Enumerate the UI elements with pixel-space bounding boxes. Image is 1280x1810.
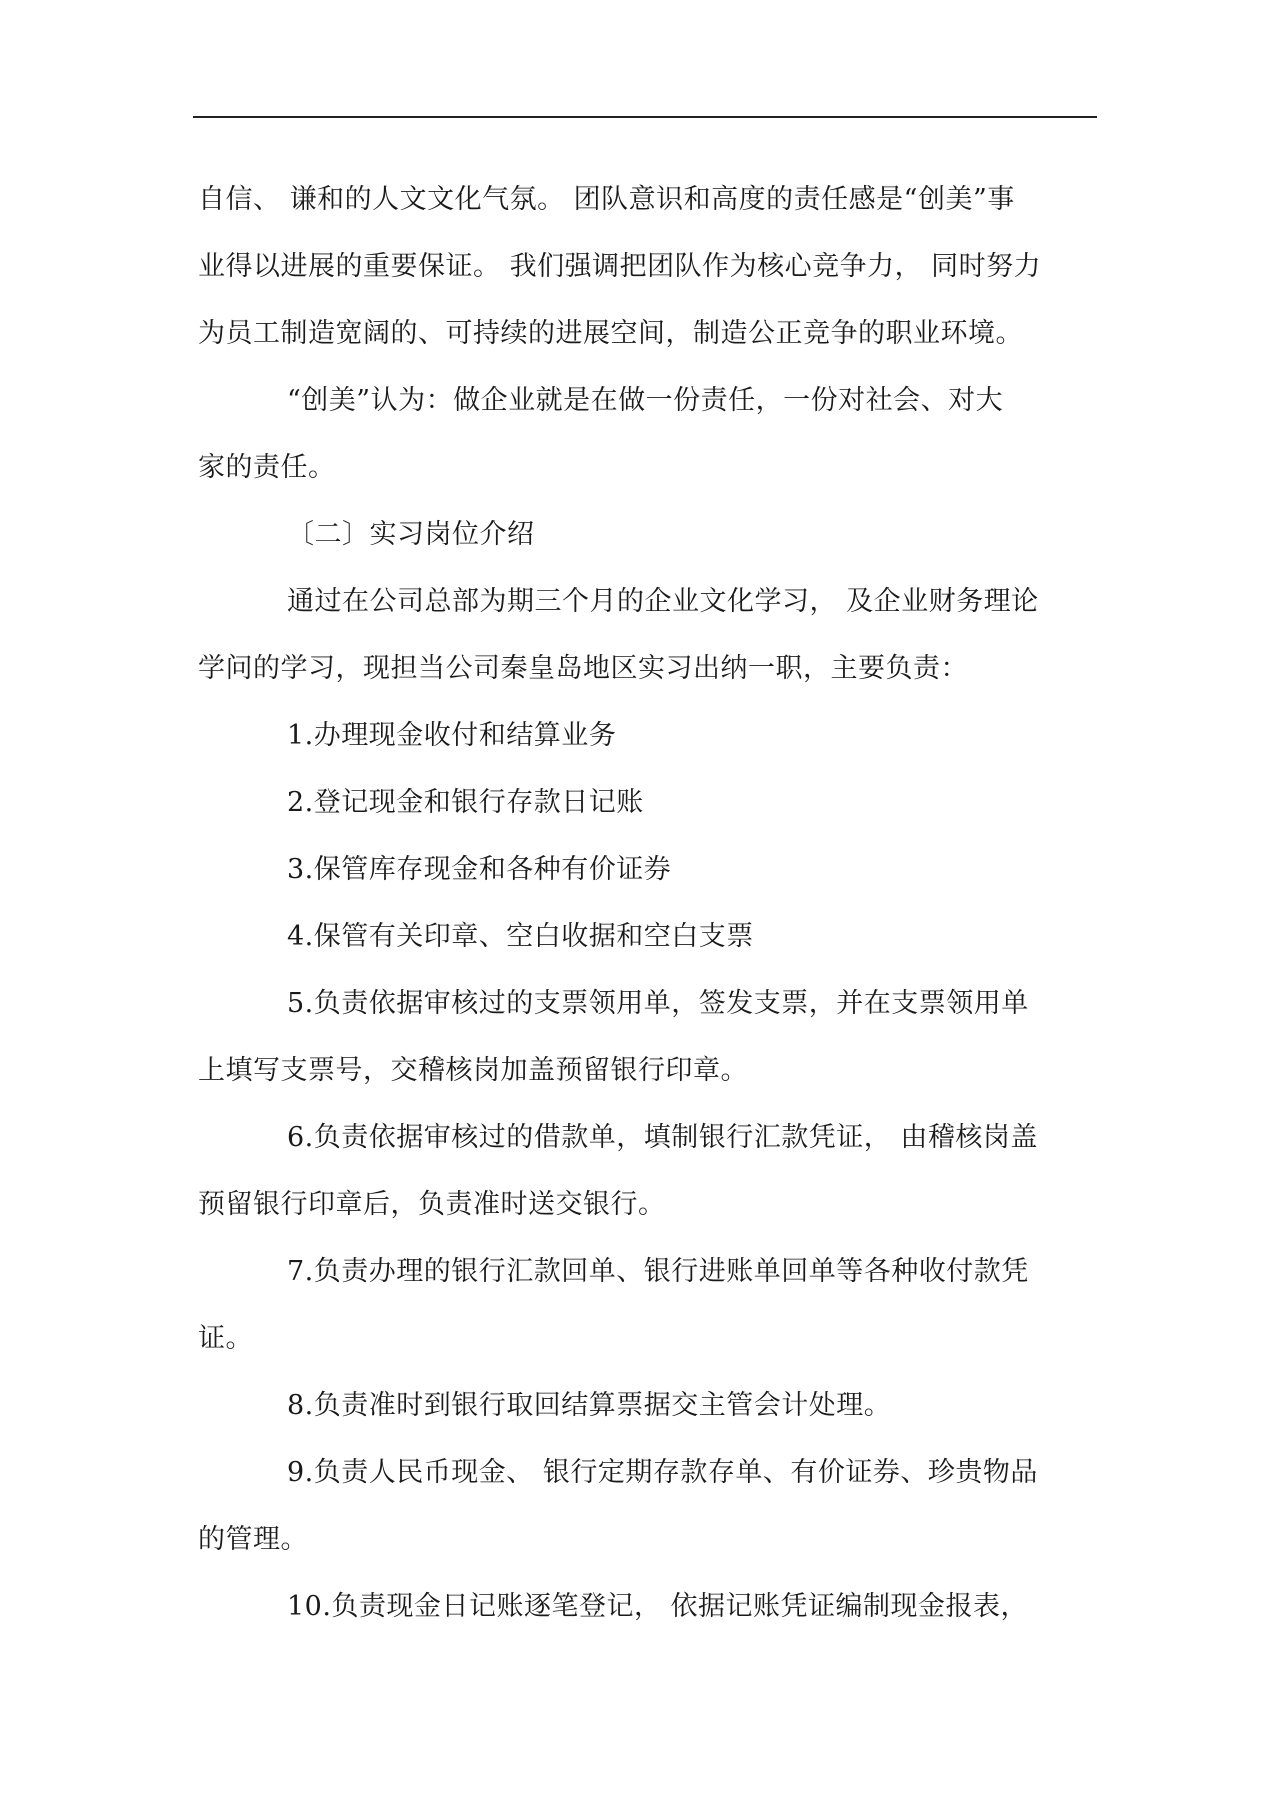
duty-line: 的管理。 [198,1524,308,1555]
duty-item-10 [198,1573,1092,1640]
text-line: 通过在公司总部为期三个月的企业文化学习， 及企业财务理论 [287,586,1039,617]
duty-line: 9.负责人民币现金、 银行定期存款存单、有价证券、珍贵物品 [287,1457,1038,1488]
text-line: 业得以进展的重要保证。 我们强调把团队作为核心竞争力， 同时努力 [198,251,1042,282]
duty-item-1 [198,702,1092,769]
duty-line: 预留银行印章后，负责准时送交银行。 [198,1189,666,1220]
duty-line: 上填写支票号，交稽核岗加盖预留银行印章。 [198,1055,748,1086]
paragraph-responsibility [198,367,1092,501]
header-rule [193,116,1097,118]
paragraph-culture [198,166,1092,367]
duty-item-9 [198,1439,1092,1573]
duty-item-3 [198,836,1092,903]
duty-line: 5.负责依据审核过的支票领用单，签发支票，并在支票领用单 [287,988,1029,1019]
duty-line: 3.保管库存现金和各种有价证券 [287,854,672,885]
document-body [198,166,1092,1640]
duty-line: 1.办理现金收付和结算业务 [287,720,617,751]
duty-line: 2.登记现金和银行存款日记账 [287,787,644,818]
section-heading [198,501,1092,568]
duty-line: 6.负责依据审核过的借款单，填制银行汇款凭证， 由稽核岗盖 [287,1122,1038,1153]
duty-item-7 [198,1238,1092,1372]
duty-line: 4.保管有关印章、空白收据和空白支票 [287,921,754,952]
duty-line: 8.负责准时到银行取回结算票据交主管会计处理。 [287,1390,892,1421]
text-line: “创美”认为：做企业就是在做一份责任，一份对社会、对大 [287,385,1004,416]
duty-item-8 [198,1372,1092,1439]
duty-line: 10.负责现金日记账逐笔登记， 依据记账凭证编制现金报表， [287,1591,1029,1622]
duty-item-2 [198,769,1092,836]
text-line: 家的责任。 [198,452,336,483]
paragraph-position-intro [198,568,1092,702]
duty-line: 证。 [198,1323,253,1354]
text-line: 学问的学习，现担当公司秦皇岛地区实习出纳一职，主要负责： [198,653,968,684]
text-line: 为员工制造宽阔的、可持续的进展空间，制造公正竞争的职业环境。 [198,318,1023,349]
duty-item-4 [198,903,1092,970]
duty-line: 7.负责办理的银行汇款回单、银行进账单回单等各种收付款凭 [287,1256,1029,1287]
text-line: 自信、 谦和的人文文化气氛。 团队意识和高度的责任感是“创美”事 [198,184,1015,215]
section-heading-text: 〔二〕实习岗位介绍 [287,519,535,550]
duty-item-5 [198,970,1092,1104]
duty-item-6 [198,1104,1092,1238]
